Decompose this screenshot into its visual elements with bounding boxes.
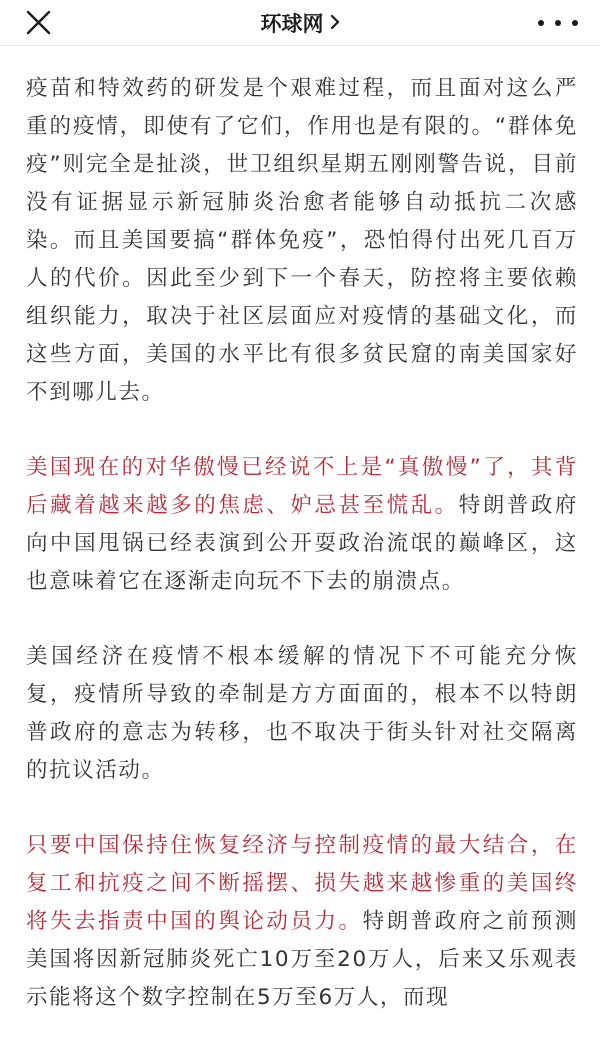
more-button[interactable] <box>538 10 578 36</box>
page-title: 环球网 <box>260 12 324 36</box>
article-paragraph-3 <box>26 638 578 790</box>
paragraph-text: 特朗普政府向中国甩锅已经表演到公开耍政治流氓的巅峰区，这也意味着它在逐渐走向玩不下去的崩溃点。 <box>26 493 578 594</box>
paragraph-text: 特朗普政府之前预测美国将因新冠肺炎死亡10万至20万人，后来又乐观表示能将这个数字控制在5万至6万人，而现 <box>26 909 579 1010</box>
article-body <box>26 70 578 1054</box>
close-button[interactable] <box>22 6 56 40</box>
highlight-text: 只要中国保持住恢复经济与控制疫情的最大结合，在复工和抗疫之间不断摇摆、损失越来越惨重的美国终将失去指责中国的舆论动员力。 <box>26 833 578 934</box>
more-horizontal-icon <box>572 20 578 26</box>
article-paragraph-1 <box>26 70 578 412</box>
more-horizontal-icon <box>555 20 561 26</box>
chevron-right-icon <box>330 11 340 35</box>
account-title-link[interactable] <box>261 8 340 38</box>
highlight-text: 美国现在的对华傲慢已经说不上是“真傲慢”了，其背后藏着越来越多的焦虑、妒忌甚至慌乱。 <box>26 455 578 518</box>
top-bar <box>0 0 600 46</box>
close-icon <box>22 6 56 40</box>
paragraph-text: 美国经济在疫情不根本缓解的情况下不可能充分恢复，疫情所导致的牵制是方方面面的，根本不以特朗普政府的意志为转移，也不取决于街头针对社交隔离的抗议活动。 <box>26 644 578 783</box>
article-paragraph-4 <box>26 827 578 1017</box>
header-title-wrap <box>0 0 600 46</box>
paragraph-text: 疫苗和特效药的研发是个艰难过程，而且面对这么严重的疫情，即使有了它们，作用也是有限的。“群体免疫”则完全是扯淡，世卫组织星期五刚刚警告说，目前没有证据显示新冠肺炎治愈者能够自动抵抗二次感染。而且美国要搞“群体免疫”，恐怕得付出死几百万人的代价。因此至少到下一个春天，防控将主要依赖组织能力，取决于社区层面应对疫情的基础文化，而这些方面，美国的水平比有很多贫民窟的南美国家好不到哪儿去。 <box>26 76 578 405</box>
article-paragraph-2 <box>26 449 578 601</box>
more-horizontal-icon <box>538 20 544 26</box>
